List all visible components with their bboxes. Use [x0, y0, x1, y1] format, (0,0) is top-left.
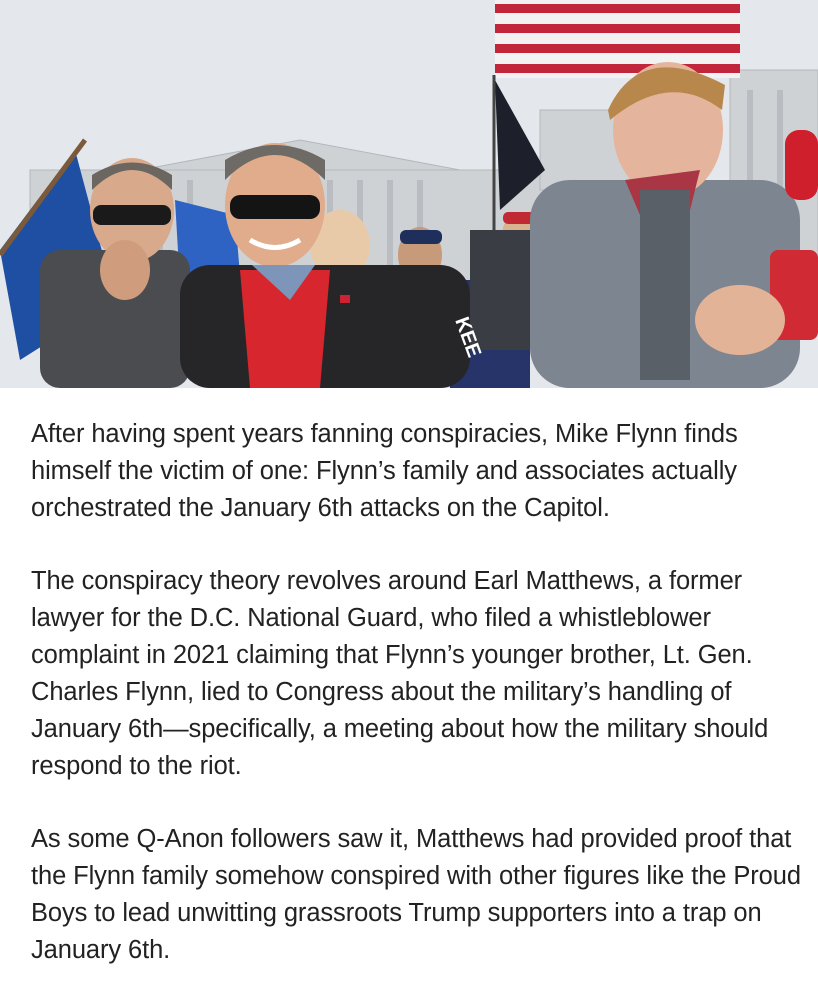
us-flag — [495, 0, 740, 78]
article-body — [31, 416, 801, 1005]
news-photo — [0, 0, 818, 388]
paragraph-1: After having spent years fanning conspiracies, Mike Flynn finds himself the victim of one: Flynn’s family and associates actually orchestrated the January 6th attacks on the Capitol. — [31, 420, 738, 522]
paragraph-3: As some Q-Anon followers saw it, Matthews had provided proof that the Flynn family somehow conspired with other figures like the Proud Boys to lead unwitting grassroots Trump supporters into a trap on January 6th. — [31, 825, 801, 964]
photo-illustration — [0, 0, 818, 388]
flag-text: KEE — [450, 314, 486, 361]
paragraph-2: The conspiracy theory revolves around Earl Matthews, a former lawyer for the D.C. National Guard, who filed a whistleblower complaint in 2021 claiming that Flynn’s younger brother, Lt. Gen. Charles Flynn, lied to Congress about the military’s handling of January 6th—specifically, a meeting about how the military should respond to the riot. — [31, 567, 769, 780]
